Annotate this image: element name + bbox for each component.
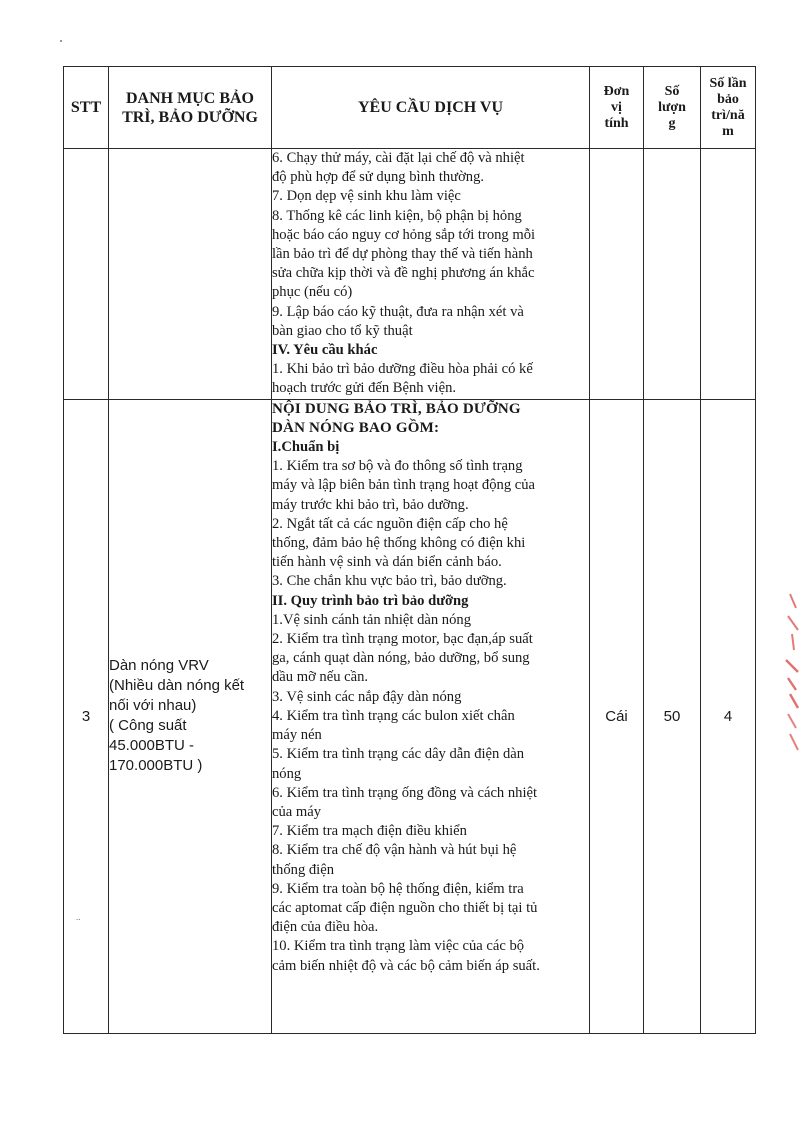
cell-unit-3: Cái (590, 399, 644, 1033)
red-stamp-fragment (776, 590, 800, 760)
section-heading: II. Quy trình bảo trì bảo dưỡng (272, 592, 469, 609)
scan-speck (60, 40, 62, 42)
margin-mark: .. (76, 912, 81, 922)
cell-frequency-empty (701, 149, 756, 400)
header-stt: STT (64, 67, 109, 149)
cell-stt-3: 3 (64, 399, 109, 1033)
cell-unit-empty (590, 149, 644, 400)
cell-frequency-3: 4 (701, 399, 756, 1033)
cell-category-empty (109, 149, 272, 400)
table-header-row (64, 67, 756, 149)
header-frequency: Số lần bảo trì/nă m (701, 67, 756, 149)
header-requirement: YÊU CẦU DỊCH VỤ (272, 67, 590, 149)
maintenance-table (63, 66, 756, 1034)
cell-requirement-3: NỘI DUNG BẢO TRÌ, BẢO DƯỠNG DÀN NÓNG BAO GỒM: I.Chuẩn bị 1. Kiểm tra sơ bộ và đo thông số tình trạng máy và lập biên bản tình trạng hoạt động của máy trước khi bảo trì, bảo dưỡng. 2. Ngắt tất cả các nguồn điện cấp cho hệ thống, đảm bảo hệ thống không có điện khi tiến hành vệ sinh và dán biển cảnh báo. 3. Che chắn khu vực bảo trì, bảo dưỡng. II. Quy trình bảo trì bảo dưỡng 1.Vệ sinh cánh tản nhiệt dàn nóng 2. Kiểm tra tình trạng motor, bạc đạn,áp suất ga, cánh quạt dàn nóng, bảo dưỡng, bổ sung dầu mỡ nếu cần. 3. Vệ sinh các nắp đậy dàn nóng 4. Kiểm tra tình trạng các bulon xiết chân máy nén 5. Kiểm tra tình trạng các dây dẫn điện dàn nóng 6. Kiểm tra tình trạng ống đồng và cách nhiệt của máy 7. Kiểm tra mạch điện điều khiển 8. Kiểm tra chế độ vận hành và hút bụi hệ thống điện 9. Kiểm tra toàn bộ hệ thống điện, kiểm tra các aptomat cấp điện nguồn cho thiết bị tại tủ điện của điều hòa. 10. Kiểm tra tình trạng làm việc của các bộ cảm biến nhiệt độ và các bộ cảm biến áp suất. (272, 399, 590, 1033)
table-row-continued (64, 149, 756, 400)
cell-category-3: Dàn nóng VRV (Nhiều dàn nóng kết nối với nhau) ( Công suất 45.000BTU - 170.000BTU ) (109, 399, 272, 1033)
section-heading: I.Chuẩn bị (272, 439, 340, 456)
header-category: DANH MỤC BẢO TRÌ, BẢO DƯỠNG (109, 67, 272, 149)
table-row-3 (64, 399, 756, 1033)
cell-quantity-3: 50 (644, 399, 701, 1033)
header-quantity: Số lượn g (644, 67, 701, 149)
content-title: NỘI DUNG BẢO TRÌ, BẢO DƯỠNG (272, 400, 521, 417)
cell-stt-empty (64, 149, 109, 400)
section-heading: IV. Yêu cầu khác (272, 342, 378, 359)
cell-requirement-continued: 6. Chạy thử máy, cài đặt lại chế độ và nhiệt độ phù hợp để sử dụng bình thường. 7. Dọn dẹp vệ sinh khu làm việc 8. Thống kê các linh kiện, bộ phận bị hỏng hoặc báo cáo nguy cơ hỏng sắp tới trong mỗi lần bảo trì để dự phòng thay thế và tiến hành sửa chữa kịp thời và đề nghị phương án khắc phục (nếu có) 9. Lập báo cáo kỹ thuật, đưa ra nhận xét và bàn giao cho tổ kỹ thuật IV. Yêu cầu khác 1. Khi bảo trì bảo dưỡng điều hòa phải có kế hoạch trước gửi đến Bệnh viện. (272, 149, 590, 400)
header-unit: Đơn vị tính (590, 67, 644, 149)
cell-quantity-empty (644, 149, 701, 400)
